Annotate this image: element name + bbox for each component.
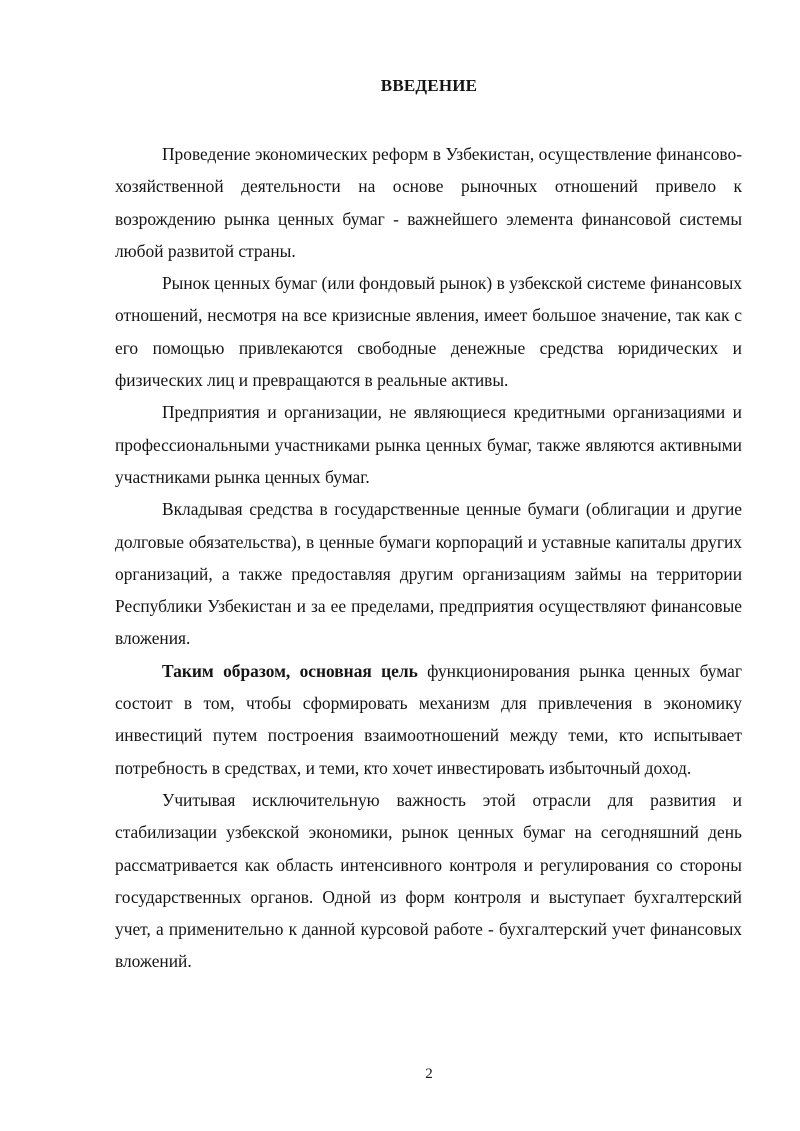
paragraph-5 [115, 655, 742, 784]
paragraph-2: Рынок ценных бумаг (или фондовый рынок) в узбекской системе финансовых отношений, несмотря на все кризисные явления, имеет большое значение, так как с его помощью привлекаются свободные денежные средства юридических и физических лиц и превращаются в реальные активы. [115, 273, 742, 391]
page-number: 2 [425, 1066, 433, 1082]
paragraph-6: Учитывая исключительную важность этой отрасли для развития и стабилизации узбекской экономики, рынок ценных бумаг на сегодняшний день рассматривается как область интенсивного контроля и регулирования со стороны государственных органов. Одной из форм контроля и выступает бухгалтерский учет, а применительно к данной курсовой работе - бухгалтерский учет финансовых вложений. [115, 789, 742, 972]
paragraph-3: Предприятия и организации, не являющиеся кредитными организациями и профессиональными участниками рынка ценных бумаг, также являются активными участниками рынка ценных бумаг. [115, 402, 742, 487]
paragraph-5-text: функционирования рынка ценных бумаг состоит в том, чтобы сформировать механизм для привлечения в экономику инвестиций путем построения взаимоотношений между теми, кто испытывает потребность в средствах, и теми, кто хочет инвестировать избыточный доход. [115, 660, 742, 778]
paragraph-5-bold-lead: Таким образом, основная цель [162, 660, 418, 681]
paragraph-1: Проведение экономических реформ в Узбекистан, осуществление финансово-хозяйственной деятельности на основе рыночных отношений привело к возрождению рынка ценных бумаг - важнейшего элемента финансовой системы любой развитой страны. [115, 144, 742, 261]
paragraph-4: Вкладывая средства в государственные ценные бумаги (облигации и другие долговые обязательства), в ценные бумаги корпораций и уставные капиталы других организаций, а также предоставляя другим организациям займы на территории Республики Узбекистан и за ее пределами, предприятия осуществляют финансовые вложения. [115, 499, 742, 649]
page-title: ВВЕДЕНИЕ [380, 76, 478, 95]
document-body [115, 138, 742, 978]
